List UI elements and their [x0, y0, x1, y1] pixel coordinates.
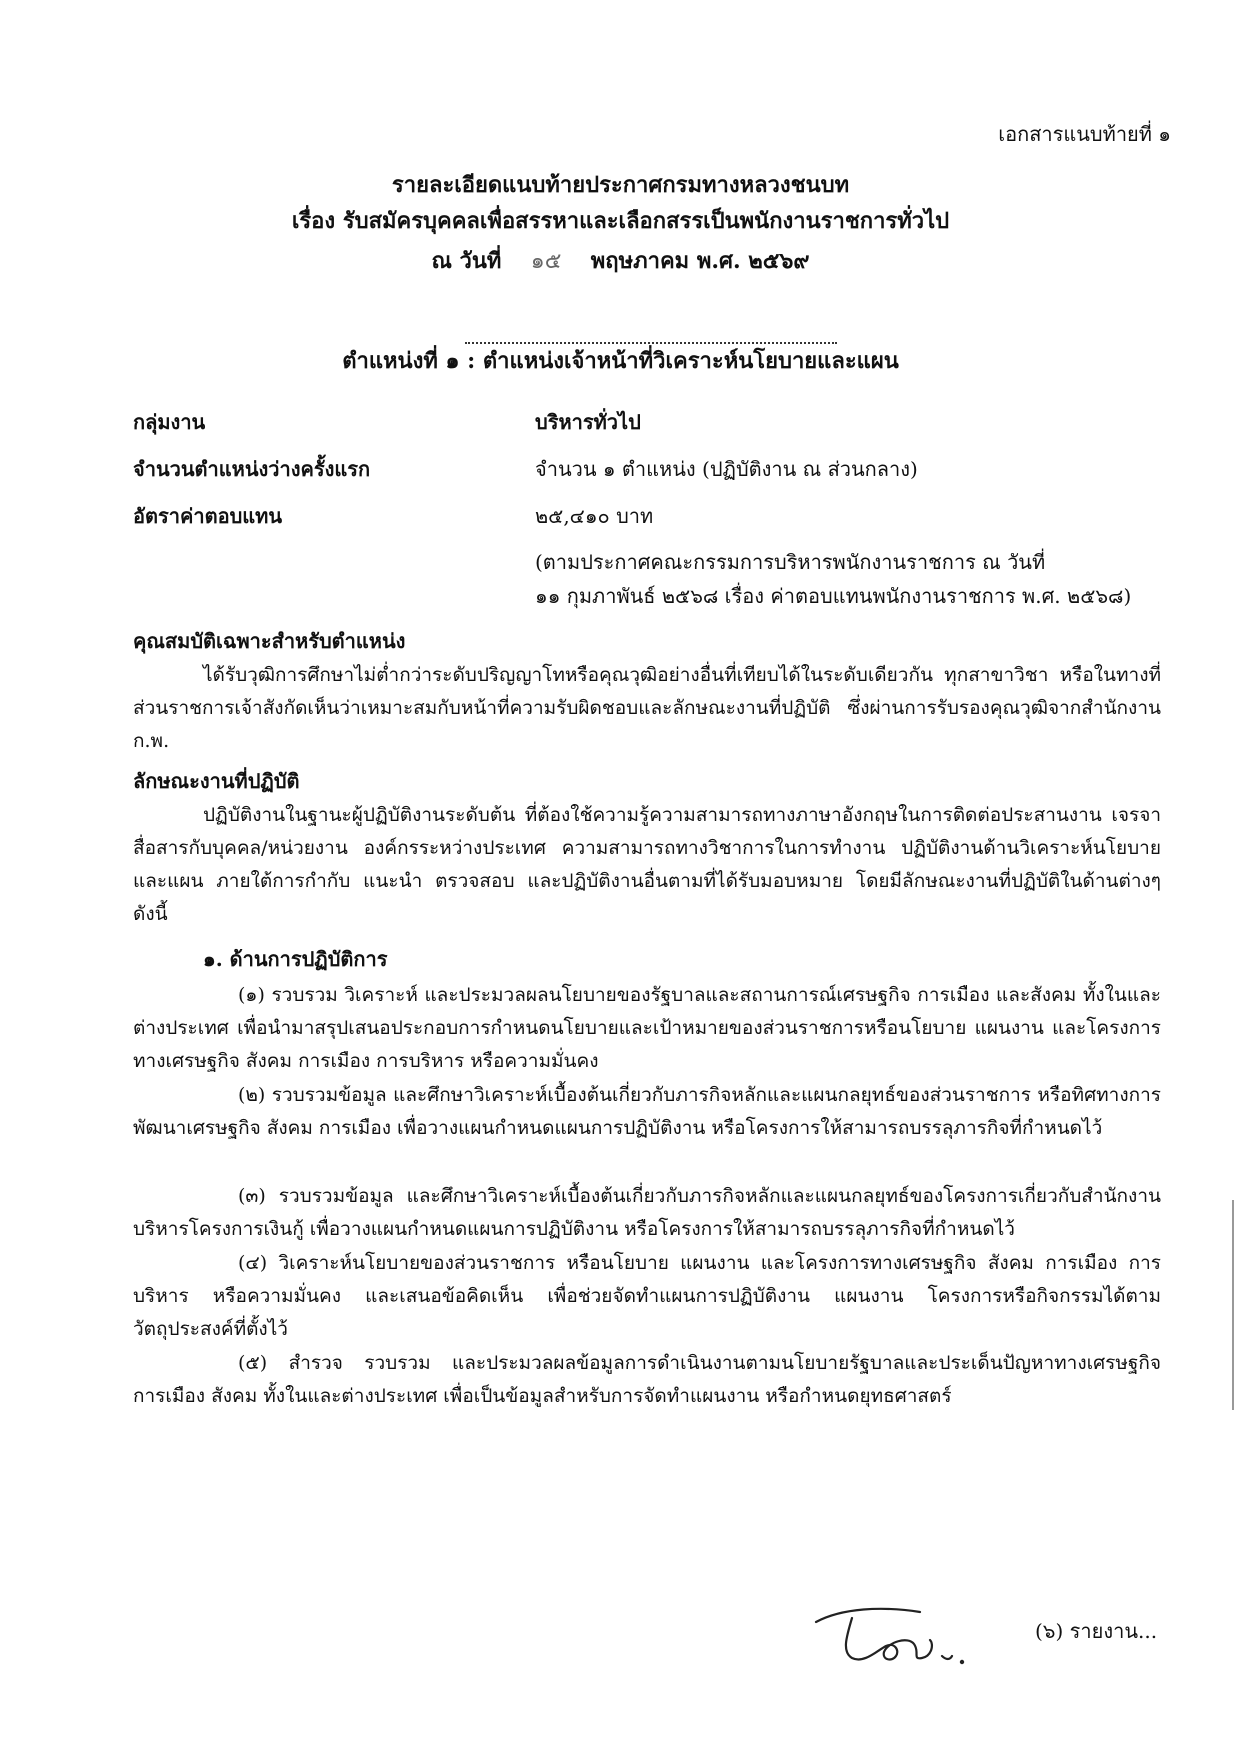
duties-heading: ลักษณะงานที่ปฏิบัติ [133, 769, 300, 793]
duties-text-body: ปฏิบัติงานในฐานะผู้ปฏิบัติงานระดับต้น ที่ต้องใช้ความรู้ความสามารถทางภาษาอังกฤษในการติดต่อประสานงาน เจรจาสื่อสารกับบุคคล/หน่วยงาน องค์กรระหว่างประเทศ ความสามารถทางวิชาการในการทำงาน ปฏิบัติงานด้านวิเคราะห์นโยบายและแผน ภายใต้การกำกับ แนะนำ ตรวจสอบ และปฏิบัติงานอื่นตามที่ได้รับมอบหมาย โดยมีลักษณะงานที่ปฏิบัติในด้านต่างๆ ดังนี้ [133, 804, 1161, 925]
duty-item-5-text: (๕) สำรวจ รวบรวม และประมวลผลข้อมูลการดำเนินงานตามนโยบายรัฐบาลและประเด็นปัญหาทางเศรษฐกิจ การเมือง สังคม ทั้งในและต่างประเทศ เพื่อเป็นข้อมูลสำหรับการจัดทำแผนงาน หรือกำหนดยุทธศาสตร์ [133, 1352, 1161, 1407]
duty-item-3 [133, 1180, 1161, 1246]
pay-note-line-1: (ตามประกาศคณะกรรมการบริหารพนักงานราชการ ณ วันที่ [535, 550, 1046, 574]
header-line-2: เรื่อง รับสมัครบุคคลเพื่อสรรหาและเลือกสรรเป็นพนักงานราชการทั่วไป [291, 208, 950, 234]
pay-note-line-2: ๑๑ กุมภาพันธ์ ๒๕๖๘ เรื่อง ค่าตอบแทนพนักงานราชการ พ.ศ. ๒๕๖๘) [535, 584, 1132, 608]
duty-item-1-text: (๑) รวบรวม วิเคราะห์ และประมวลผลนโยบายของรัฐบาลและสถานการณ์เศรษฐกิจ การเมือง และสังคม ทั้งในและต่างประเทศ เพื่อนำมาสรุปเสนอประกอบการกำหนดนโยบายและเป้าหมายของส่วนราชการหรือนโยบาย แผนงาน และโครงการทางเศรษฐกิจ สังคม การเมือง การบริหาร หรือความมั่นคง [133, 984, 1161, 1072]
duty-item-4 [133, 1247, 1161, 1346]
header-line-1: รายละเอียดแนบท้ายประกาศกรมทางหลวงชนบท [391, 172, 850, 198]
qualifications-text-body: ได้รับวุฒิการศึกษาไม่ต่ำกว่าระดับปริญญาโทหรือคุณวุฒิอย่างอื่นที่เทียบได้ในระดับเดียวกัน ทุกสาขาวิชา หรือในทางที่ส่วนราชการเจ้าสังกัดเห็นว่าเหมาะสมกับหน้าที่ความรับผิดชอบและลักษณะงานที่ปฏิบัติ ซึ่งผ่านการรับรองคุณวุฒิจากสำนักงาน ก.พ. [133, 664, 1161, 752]
duty-item-5 [133, 1347, 1161, 1413]
qualifications-text [133, 659, 1161, 758]
continuation-note: (๖) รายงาน... [1035, 1619, 1158, 1643]
header-date-day: ๑๕ [530, 249, 562, 274]
duties-text [133, 799, 1161, 931]
scan-edge-mark [1232, 1200, 1234, 1410]
pay-label: อัตราค่าตอบแทน [133, 504, 283, 528]
duty-item-4-text: (๔) วิเคราะห์นโยบายของส่วนราชการ หรือนโยบาย แผนงาน และโครงการทางเศรษฐกิจ สังคม การเมือง การบริหาร หรือความมั่นคง และเสนอข้อคิดเห็น เพื่อช่วยจัดทำแผนการปฏิบัติงาน แผนงาน โครงการหรือกิจกรรมได้ตามวัตถุประสงค์ที่ตั้งไว้ [133, 1252, 1162, 1340]
duty-item-3-text: (๓) รวบรวมข้อมูล และศึกษาวิเคราะห์เบื้องต้นเกี่ยวกับภารกิจหลักและแผนกลยุทธ์ของโครงการเกี่ยวกับสำนักงานบริหารโครงการเงินกู้ เพื่อวางแผนกำหนดแผนการปฏิบัติงาน หรือโครงการให้สามารถบรรลุภารกิจที่กำหนดไว้ [133, 1185, 1161, 1240]
count-label: จำนวนตำแหน่งว่างครั้งแรก [133, 457, 371, 481]
qualifications-heading: คุณสมบัติเฉพาะสำหรับตำแหน่ง [133, 629, 406, 653]
position-title: ตำแหน่งที่ ๑ : ตำแหน่งเจ้าหน้าที่วิเคราะห์นโยบายและแผน [342, 348, 899, 374]
duty-item-2-text: (๒) รวบรวมข้อมูล และศึกษาวิเคราะห์เบื้องต้นเกี่ยวกับภารกิจหลักและแผนกลยุทธ์ของส่วนราชการ หรือทิศทางการพัฒนาเศรษฐกิจ สังคม การเมือง เพื่อวางแผนกำหนดแผนการปฏิบัติงาน หรือโครงการให้สามารถบรรลุภารกิจที่กำหนดไว้ [133, 1084, 1161, 1139]
count-value: จำนวน ๑ ตำแหน่ง (ปฏิบัติงาน ณ ส่วนกลาง) [535, 457, 918, 481]
pay-value: ๒๕,๔๑๐ บาท [535, 504, 654, 528]
header-divider [465, 342, 837, 344]
section-heading: ๑. ด้านการปฏิบัติการ [203, 947, 388, 971]
signature-image [812, 1600, 992, 1670]
duty-item-1 [133, 979, 1161, 1078]
group-value: บริหารทั่วไป [535, 410, 641, 434]
header-date-suffix: พฤษภาคม พ.ศ. ๒๕๖๙ [590, 248, 810, 274]
header-date-prefix: ณ วันที่ [431, 248, 502, 274]
header-line-3 [0, 246, 1241, 277]
group-label: กลุ่มงาน [133, 410, 206, 434]
duty-item-2 [133, 1079, 1161, 1145]
attachment-label: เอกสารแนบท้ายที่ ๑ [998, 122, 1171, 146]
